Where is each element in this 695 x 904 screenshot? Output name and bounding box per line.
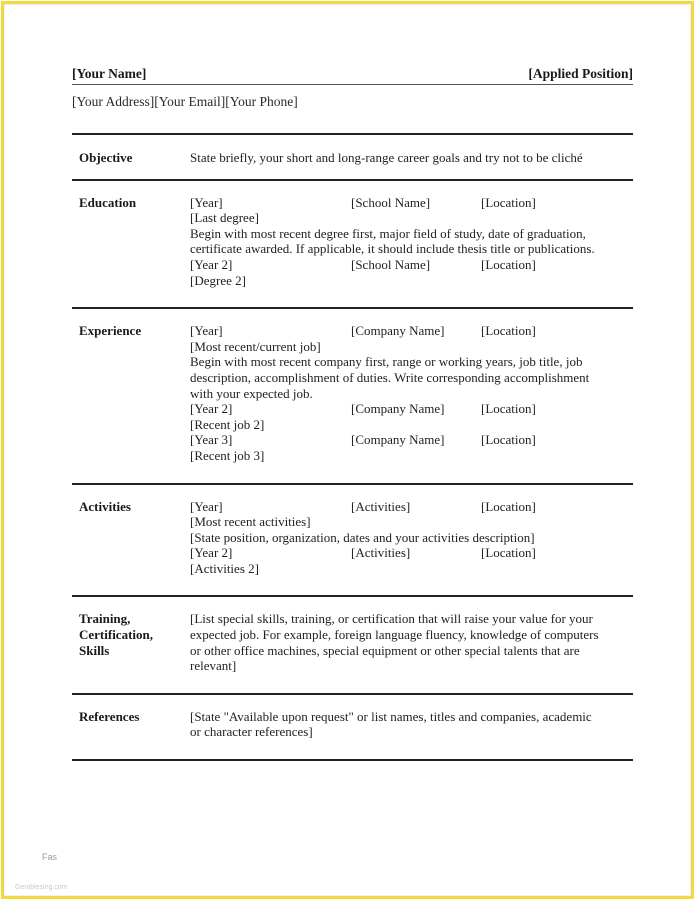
applied-position: [Applied Position] xyxy=(528,66,633,81)
experience-company-2: [Company Name] xyxy=(351,401,445,417)
activities-name-1: [Activities] xyxy=(351,498,411,514)
training-line-2: expected job. For example, foreign language fluency, knowledge of computers xyxy=(190,627,599,643)
activities-entry-2 xyxy=(190,545,633,561)
training-line-3: or other office machines, special equipment or other special talents that are xyxy=(190,642,580,658)
activities-location-2: [Location] xyxy=(481,545,536,561)
activities-body xyxy=(190,499,633,577)
objective-section xyxy=(72,135,633,181)
experience-location-2: [Location] xyxy=(481,401,536,417)
references-body xyxy=(190,709,633,740)
education-school-2: [School Name] xyxy=(351,256,431,272)
experience-desc-line-2: description, accomplishment of duties. Write corresponding accomplishment xyxy=(190,369,590,385)
objective-title: Objective xyxy=(79,150,133,165)
page-footnote: Fas xyxy=(42,852,58,862)
experience-entry-3 xyxy=(190,432,633,448)
training-line-1: [List special skills, training, or certification that will raise your value for your xyxy=(190,611,593,627)
resume-sheet xyxy=(72,65,633,761)
experience-company-3: [Company Name] xyxy=(351,432,445,448)
your-name: [Your Name] xyxy=(72,66,147,81)
education-desc-line-1: Begin with most recent degree first, major field of study, date of graduation, xyxy=(190,225,586,241)
contact-line: [Your Address][Your Email][Your Phone] xyxy=(72,94,298,109)
header-rule xyxy=(72,84,633,85)
education-degree-2: [Degree 2] xyxy=(190,272,246,288)
training-title xyxy=(79,611,190,673)
experience-desc-line-3: with your expected job. xyxy=(190,385,313,401)
experience-year-3: [Year 3] xyxy=(190,432,233,448)
watermark: Gemblesing.com xyxy=(15,884,68,891)
experience-job-2: [Recent job 2] xyxy=(190,416,265,432)
experience-entry-1 xyxy=(190,323,633,339)
education-year-2: [Year 2] xyxy=(190,256,233,272)
references-line-2: or character references] xyxy=(190,724,313,740)
references-line-1: [State "Available upon request" or list names, titles and companies, academic xyxy=(190,708,592,724)
experience-location-1: [Location] xyxy=(481,323,536,339)
education-degree-1: [Last degree] xyxy=(190,210,259,226)
resume-table xyxy=(72,133,633,761)
objective-text: State briefly, your short and long-range career goals and try not to be cliché xyxy=(190,150,583,165)
experience-title: Experience xyxy=(79,323,142,339)
activities-section xyxy=(72,485,633,598)
education-section xyxy=(72,181,633,310)
training-line-4: relevant] xyxy=(190,658,237,674)
experience-year-2: [Year 2] xyxy=(190,401,233,417)
experience-body xyxy=(190,323,633,463)
education-school-1: [School Name] xyxy=(351,194,431,210)
training-title-line-3: Skills xyxy=(79,642,110,658)
education-body xyxy=(190,195,633,289)
education-location-1: [Location] xyxy=(481,194,536,210)
activities-title: Activities xyxy=(79,498,131,514)
experience-job-1: [Most recent/current job] xyxy=(190,338,321,354)
training-body xyxy=(190,611,633,673)
education-entry-2 xyxy=(190,257,633,273)
training-title-line-2: Certification, xyxy=(79,627,154,643)
training-section xyxy=(72,597,633,694)
activities-name-2: [Activities] xyxy=(351,545,411,561)
education-desc-line-2: certificate awarded. If applicable, it should include thesis title or publications. xyxy=(190,241,595,257)
activities-item-2: [Activities 2] xyxy=(190,560,259,576)
experience-desc-line-1: Begin with most recent company first, range or working years, job title, job xyxy=(190,354,583,370)
education-year-1: [Year] xyxy=(190,194,223,210)
experience-location-3: [Location] xyxy=(481,432,536,448)
resume-page xyxy=(4,4,691,896)
education-title: Education xyxy=(79,194,137,210)
activities-year-2: [Year 2] xyxy=(190,545,233,561)
activities-year-1: [Year] xyxy=(190,498,223,514)
activities-location-1: [Location] xyxy=(481,498,536,514)
experience-entry-2 xyxy=(190,401,633,417)
references-title: References xyxy=(79,708,140,724)
education-location-2: [Location] xyxy=(481,256,536,272)
education-entry-1 xyxy=(190,195,633,211)
experience-job-3: [Recent job 3] xyxy=(190,447,265,463)
activities-item-1: [Most recent activities] xyxy=(190,514,311,530)
activities-entry-1 xyxy=(190,499,633,515)
header-row xyxy=(72,65,633,82)
experience-year-1: [Year] xyxy=(190,323,223,339)
references-section xyxy=(72,695,633,761)
experience-company-1: [Company Name] xyxy=(351,323,445,339)
experience-section xyxy=(72,309,633,484)
training-title-line-1: Training, xyxy=(79,611,131,627)
activities-desc-line-1: [State position, organization, dates and your activities description] xyxy=(190,529,535,545)
